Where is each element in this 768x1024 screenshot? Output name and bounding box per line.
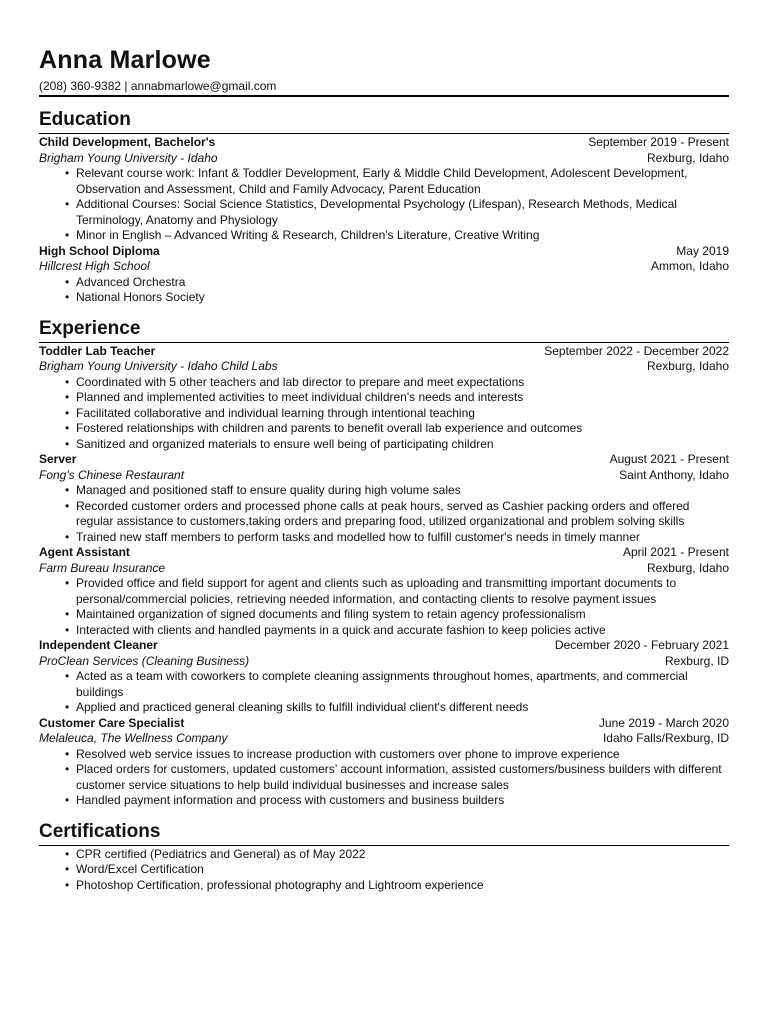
bullet-item: • Managed and positioned staff to ensure quality during high volume sales <box>76 483 729 499</box>
header-divider <box>39 95 729 97</box>
entry-bullets <box>39 275 729 306</box>
experience-entry <box>39 545 729 638</box>
entry-organization: ProClean Services (Cleaning Business) <box>39 653 250 668</box>
entry-organization: Hillcrest High School <box>39 259 150 273</box>
entry-date: August 2021 - Present <box>609 452 729 466</box>
bullet-item: • Advanced Orchestra <box>76 275 729 291</box>
entry-org-row <box>39 561 729 577</box>
entry-bullets <box>39 166 729 244</box>
entry-bullets <box>39 747 729 809</box>
resume-header <box>39 44 729 97</box>
bullet-item: • Resolved web service issues to increase production with customers over phone to improve experience <box>76 747 729 763</box>
entry-org-row <box>39 731 729 747</box>
bullet-item: • Interacted with clients and handled payments in a quick and accurate fashion to keep policies active <box>76 623 729 639</box>
entry-organization: Fong's Chinese Restaurant <box>39 467 185 482</box>
section-divider <box>39 342 729 343</box>
entry-location: Rexburg, Idaho <box>646 359 729 373</box>
entry-organization: Farm Bureau Insurance <box>39 560 166 575</box>
entry-bullets <box>39 669 729 716</box>
bullet-item: • Coordinated with 5 other teachers and lab director to prepare and meet expectations <box>76 375 729 391</box>
bullet-item: • Placed orders for customers, updated customers’ account information, assisted customers/business builders with different customer service situations to help build individual businesses and increase sales <box>76 762 729 793</box>
education-entry <box>39 135 729 244</box>
entry-title: Child Development, Bachelor's <box>39 135 216 149</box>
entry-org-row <box>39 359 729 375</box>
entry-date: April 2021 - Present <box>622 545 729 559</box>
experience-section <box>39 316 729 809</box>
entry-location: Rexburg, Idaho <box>646 150 729 165</box>
entry-date: December 2020 - February 2021 <box>554 638 729 652</box>
education-entry <box>39 244 729 306</box>
entry-heading-row <box>39 716 729 732</box>
entry-title: High School Diploma <box>39 243 160 258</box>
entry-title: Customer Care Specialist <box>39 715 185 730</box>
entry-title: Agent Assistant <box>39 545 130 559</box>
entry-heading-row <box>39 638 729 654</box>
entry-org-row <box>39 259 729 275</box>
certification-item: • CPR certified (Pediatrics and General) as of May 2022 <box>76 847 729 863</box>
entry-bullets <box>39 483 729 545</box>
entry-organization: Brigham Young University - Idaho Child Labs <box>39 359 278 373</box>
section-title-experience: Experience <box>39 317 141 339</box>
bullet-item: • Maintained organization of signed documents and filing system to retain agency professionalism <box>76 607 729 623</box>
bullet-item: • Recorded customer orders and processed phone calls at peak hours, served as Cashier packing orders and offered regular assistance to customers,taking orders and preparing food, utilized organizational and problem solving skills <box>76 499 729 530</box>
entry-location: Idaho Falls/Rexburg, ID <box>602 731 729 745</box>
education-section <box>39 107 729 306</box>
entry-title: Independent Cleaner <box>39 638 158 652</box>
bullet-item: • National Honors Society <box>76 290 729 306</box>
bullet-item: • Minor in English – Advanced Writing & Research, Children's Literature, Creative Writing <box>76 228 729 244</box>
entry-date: September 2019 - Present <box>588 135 729 149</box>
entry-bullets <box>39 375 729 453</box>
certification-list <box>39 847 729 894</box>
certification-item: • Word/Excel Certification <box>76 862 729 878</box>
entry-date: September 2022 - December 2022 <box>544 343 729 358</box>
experience-entry <box>39 638 729 716</box>
section-title-education: Education <box>39 109 131 130</box>
bullet-item: • Applied and practiced general cleaning skills to fulfill individual client's different needs <box>76 700 729 716</box>
bullet-item: • Fostered relationships with children and parents to benefit overall lab experience and outcomes <box>76 421 729 437</box>
entry-heading-row <box>39 244 729 260</box>
experience-entry <box>39 452 729 545</box>
entry-org-row <box>39 151 729 167</box>
section-divider <box>39 133 729 134</box>
bullet-item: • Acted as a team with coworkers to complete cleaning assignments throughout homes, apartments, and commercial buildings <box>76 669 729 700</box>
experience-entry <box>39 344 729 453</box>
section-title-certifications: Certifications <box>39 820 161 842</box>
entry-org-row <box>39 654 729 670</box>
candidate-name: Anna Marlowe <box>39 46 211 74</box>
entry-organization: Brigham Young University - Idaho <box>39 150 218 165</box>
entry-bullets <box>39 576 729 638</box>
certification-item: • Photoshop Certification, professional photography and Lightroom experience <box>76 878 729 894</box>
experience-entry <box>39 716 729 809</box>
entry-organization: Melaleuca, The Wellness Company <box>39 731 228 745</box>
bullet-item: • Sanitized and organized materials to ensure well being of participating children <box>76 437 729 453</box>
entry-org-row <box>39 468 729 484</box>
entry-title: Server <box>39 452 77 466</box>
bullet-item: • Handled payment information and process with customers and business builders <box>76 793 729 809</box>
entry-location: Ammon, Idaho <box>650 259 729 273</box>
bullet-item: • Facilitated collaborative and individual learning through intentional teaching <box>76 406 729 422</box>
entry-location: Rexburg, ID <box>664 653 729 668</box>
section-divider <box>39 845 729 846</box>
entry-location: Saint Anthony, Idaho <box>619 467 729 482</box>
contact-line: (208) 360-9382 | annabmarlowe@gmail.com <box>39 79 277 93</box>
certifications-section <box>39 819 729 894</box>
entry-title: Toddler Lab Teacher <box>39 343 156 358</box>
bullet-item: • Relevant course work: Infant & Toddler Development, Early & Middle Child Development, Adolescent Development, Observation and Assessment, Child and Family Advocacy, Parent Education <box>76 166 729 197</box>
entry-heading-row <box>39 135 729 151</box>
bullet-item: • Planned and implemented activities to meet individual children's needs and interests <box>76 390 729 406</box>
entry-location: Rexburg, Idaho <box>646 560 729 575</box>
entry-date: May 2019 <box>676 243 729 258</box>
bullet-item: • Trained new staff members to perform tasks and modelled how to fulfill customer's needs in timely manner <box>76 530 729 546</box>
entry-heading-row <box>39 344 729 360</box>
entry-heading-row <box>39 545 729 561</box>
resume-page <box>39 44 729 893</box>
entry-heading-row <box>39 452 729 468</box>
bullet-item: • Additional Courses: Social Science Statistics, Developmental Psychology (Lifespan), Research Methods, Medical Terminology, Anatomy and Physiology <box>76 197 729 228</box>
entry-date: June 2019 - March 2020 <box>598 715 729 730</box>
bullet-item: • Provided office and field support for agent and clients such as uploading and transmitting important documents to personal/commercial policies, retrieving needed information, and contacting clients to resolve payment issues <box>76 576 729 607</box>
